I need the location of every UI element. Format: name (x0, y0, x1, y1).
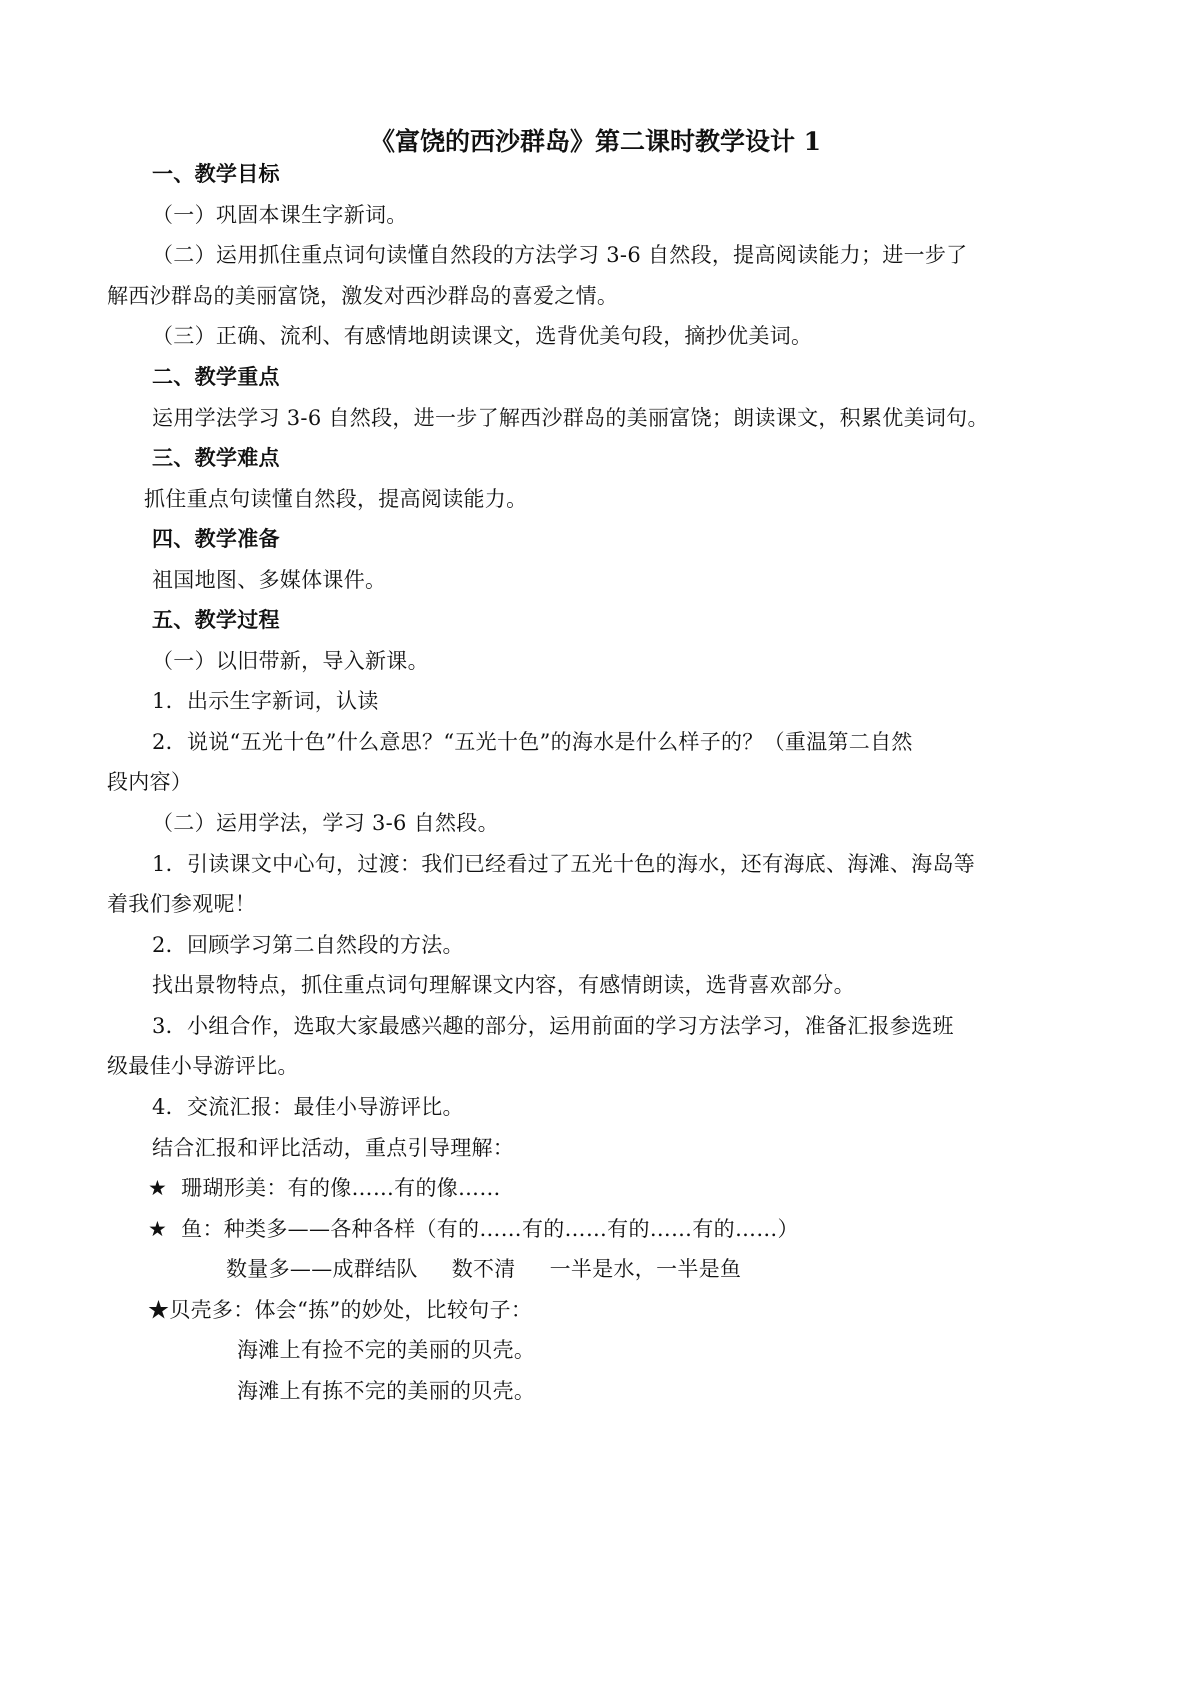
fish-quantity-a: 数量多——成群结队 (226, 1257, 418, 1281)
compare-sentence-2: 海滩上有拣不完的美丽的贝壳。 (237, 1379, 536, 1403)
fish-quantity-c: 一半是水，一半是鱼 (549, 1257, 742, 1281)
process-line: 段内容） (107, 770, 193, 794)
process-line: 着我们参观呢！ (107, 892, 257, 916)
document-title: 《富饶的西沙群岛》第二课时教学设计 1 (369, 127, 822, 156)
key-points-heading: 二、教学重点 (152, 364, 280, 389)
goal-item-2-cont: 解西沙群岛的美丽富饶，激发对西沙群岛的喜爱之情。 (107, 284, 619, 308)
process-line: 级最佳小导游评比。 (107, 1054, 299, 1078)
difficulties-heading: 三、教学难点 (152, 445, 280, 470)
goal-item-1: （一）巩固本课生字新词。 (152, 203, 408, 227)
coral-text: 珊瑚形美：有的像……有的像…… (181, 1176, 501, 1200)
star-icon: ★ (148, 1176, 168, 1200)
difficulties-text: 抓住重点句读懂自然段，提高阅读能力。 (144, 487, 528, 511)
fish-text: 鱼：种类多——各种各样（有的……有的……有的……有的……） (181, 1217, 799, 1241)
shell-point (148, 1296, 532, 1324)
process-line: （一）以旧带新，导入新课。 (152, 649, 429, 673)
goal-item-3: （三）正确、流利、有感情地朗读课文，选背优美句段，摘抄优美词。 (152, 324, 813, 348)
process-heading: 五、教学过程 (152, 607, 280, 632)
process-line: （二）运用学法，学习 3-6 自然段。 (152, 811, 499, 835)
star-icon: ★ (148, 1298, 170, 1322)
shell-text: 贝壳多：体会“拣”的妙处，比较句子： (169, 1298, 533, 1322)
fish-quantity-b: 数不清 (451, 1257, 516, 1281)
preparation-heading: 四、教学准备 (152, 526, 280, 551)
process-line: 3．小组合作，选取大家最感兴趣的部分，运用前面的学习方法学习，准备汇报参选班 (152, 1014, 954, 1038)
fish-quantity (226, 1255, 741, 1283)
process-line: 1．引读课文中心句，过渡：我们已经看过了五光十色的海水，还有海底、海滩、海岛等 (152, 852, 976, 876)
key-points-text: 运用学法学习 3-6 自然段，进一步了解西沙群岛的美丽富饶；朗读课文，积累优美词句。 (152, 406, 989, 430)
compare-sentence-1: 海滩上有捡不完的美丽的贝壳。 (237, 1338, 536, 1362)
process-line: 2．回顾学习第二自然段的方法。 (152, 933, 464, 957)
process-line: 4．交流汇报：最佳小导游评比。 (152, 1095, 464, 1119)
coral-point (148, 1174, 501, 1202)
process-line: 2．说说“五光十色”什么意思？“五光十色”的海水是什么样子的？（重温第二自然 (152, 730, 913, 754)
process-line: 1．出示生字新词，认读 (152, 689, 379, 713)
star-icon: ★ (148, 1217, 168, 1241)
goal-item-2: （二）运用抓住重点词句读懂自然段的方法学习 3-6 自然段，提高阅读能力；进一步了 (152, 243, 968, 267)
process-line: 找出景物特点，抓住重点词句理解课文内容，有感情朗读，选背喜欢部分。 (152, 973, 855, 997)
process-line: 结合汇报和评比活动，重点引导理解： (152, 1136, 515, 1160)
goals-heading: 一、教学目标 (152, 161, 280, 186)
fish-point (148, 1215, 799, 1243)
preparation-text: 祖国地图、多媒体课件。 (152, 568, 387, 592)
